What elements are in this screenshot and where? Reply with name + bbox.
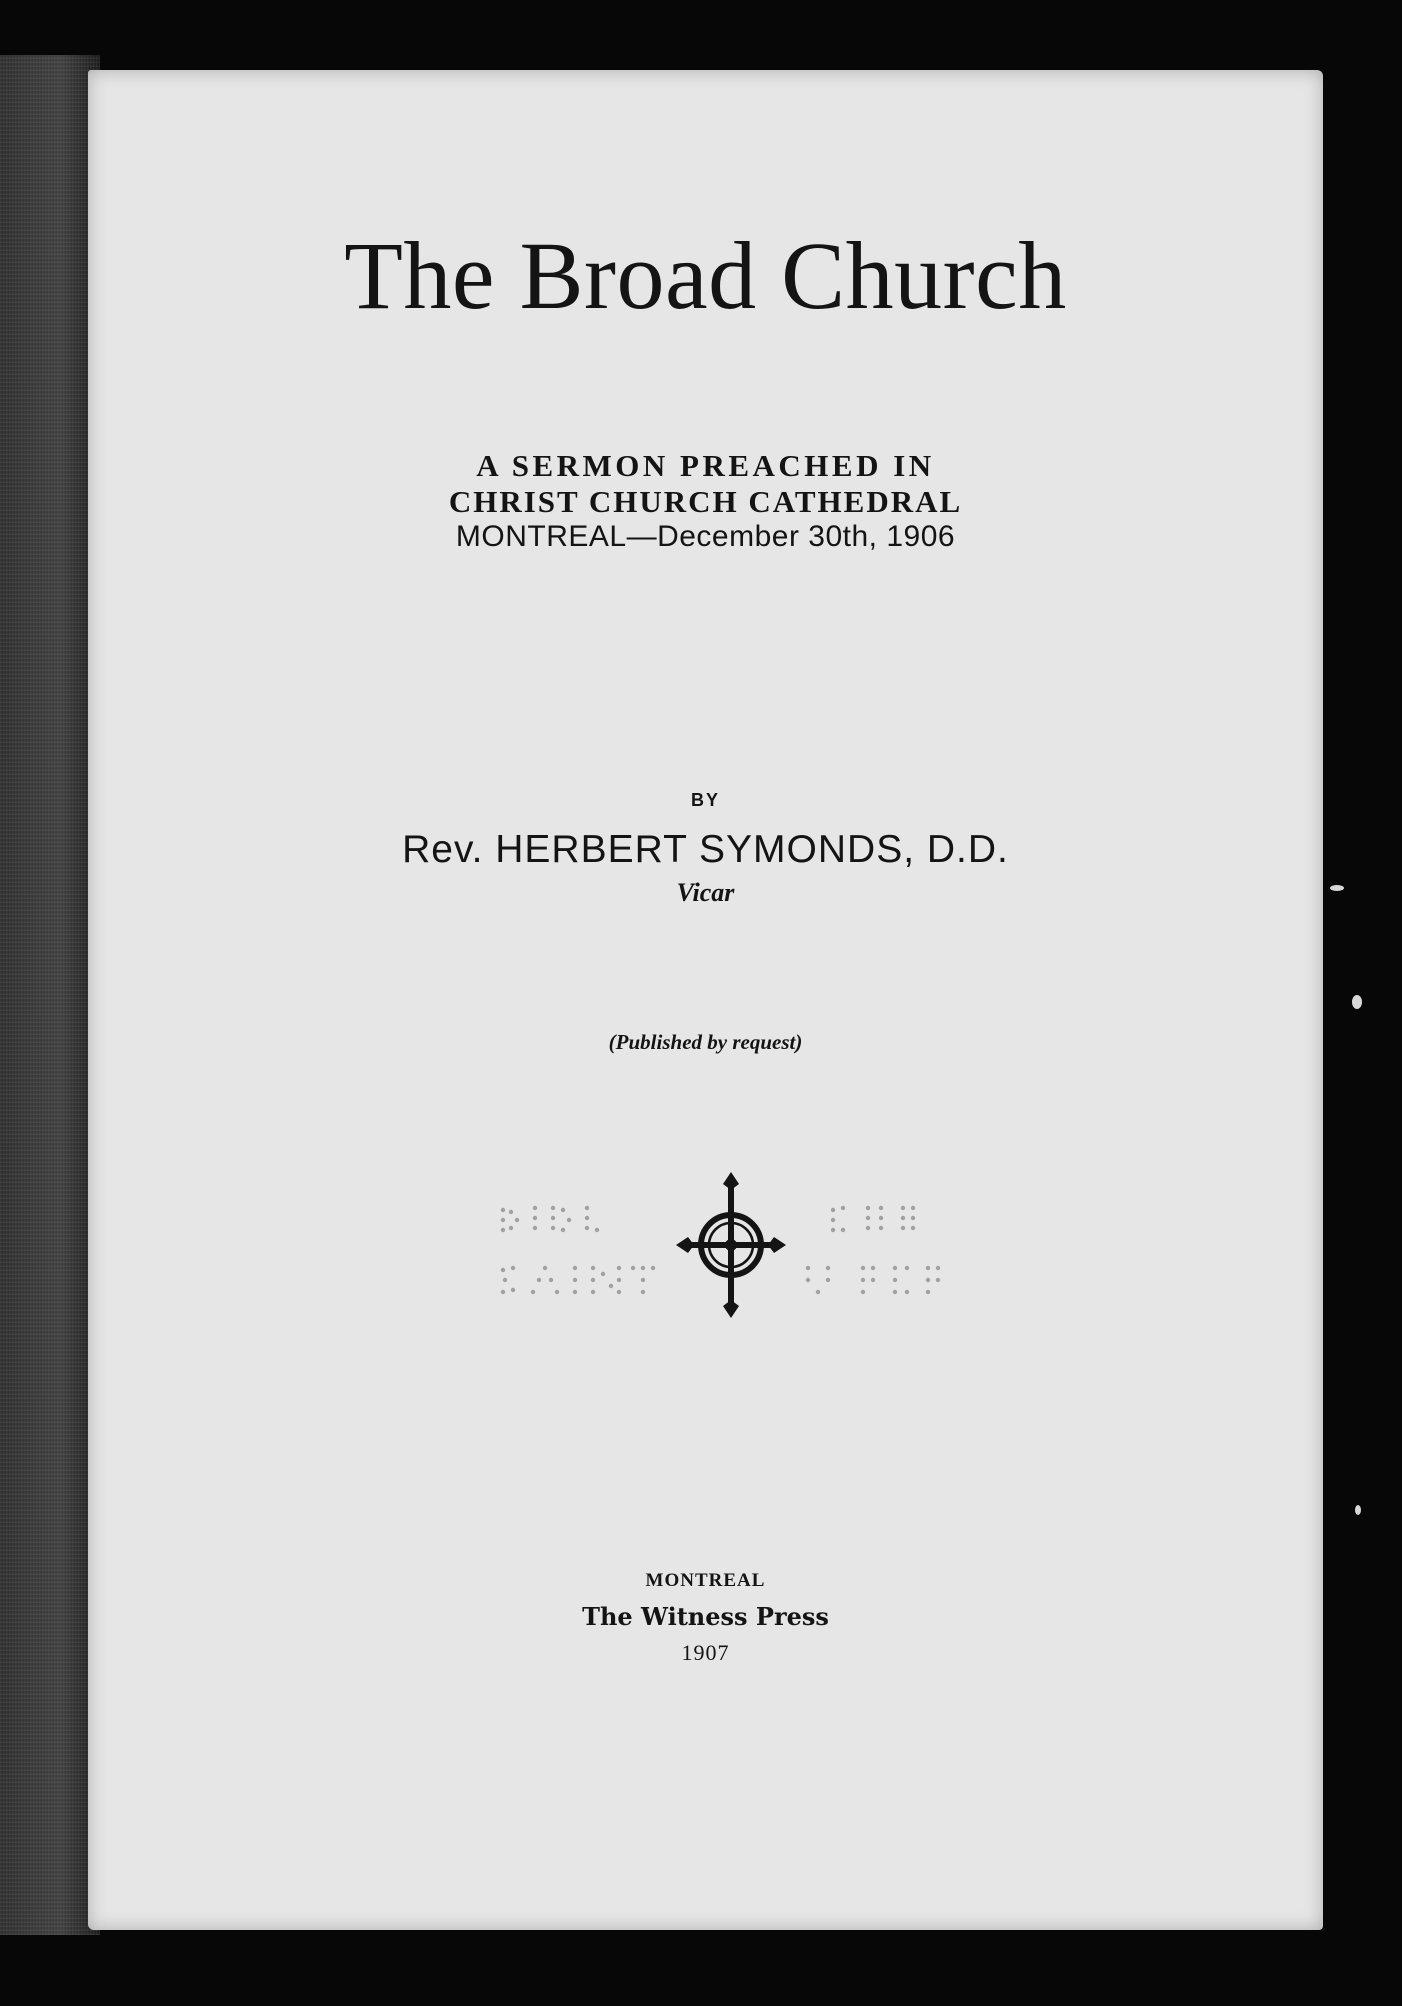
scan-artifact — [1352, 995, 1362, 1009]
page-title: The Broad Church — [344, 222, 1067, 329]
title-page — [88, 70, 1323, 1930]
subtitle-line-3: MONTREAL—December 30th, 1906 — [455, 520, 956, 553]
imprint-place: MONTREAL — [645, 1570, 766, 1591]
subtitle-line-2: CHRIST CHURCH CATHEDRAL — [448, 484, 963, 519]
scan-artifact — [1330, 885, 1344, 891]
publication-note: (Published by request) — [608, 1030, 803, 1054]
imprint-year: 1907 — [681, 1640, 730, 1665]
celtic-cross-icon — [676, 1170, 786, 1320]
author-name: Rev. HERBERT SYMONDS, D.D. — [402, 828, 1009, 871]
scan-artifact — [1355, 1505, 1361, 1515]
book-spine-cover — [0, 55, 100, 1935]
by-label: BY — [690, 790, 720, 810]
imprint-publisher: The Witness Press — [582, 1602, 829, 1631]
subtitle-line-1: A SERMON PREACHED IN — [476, 448, 935, 483]
author-role: Vicar — [676, 878, 735, 907]
